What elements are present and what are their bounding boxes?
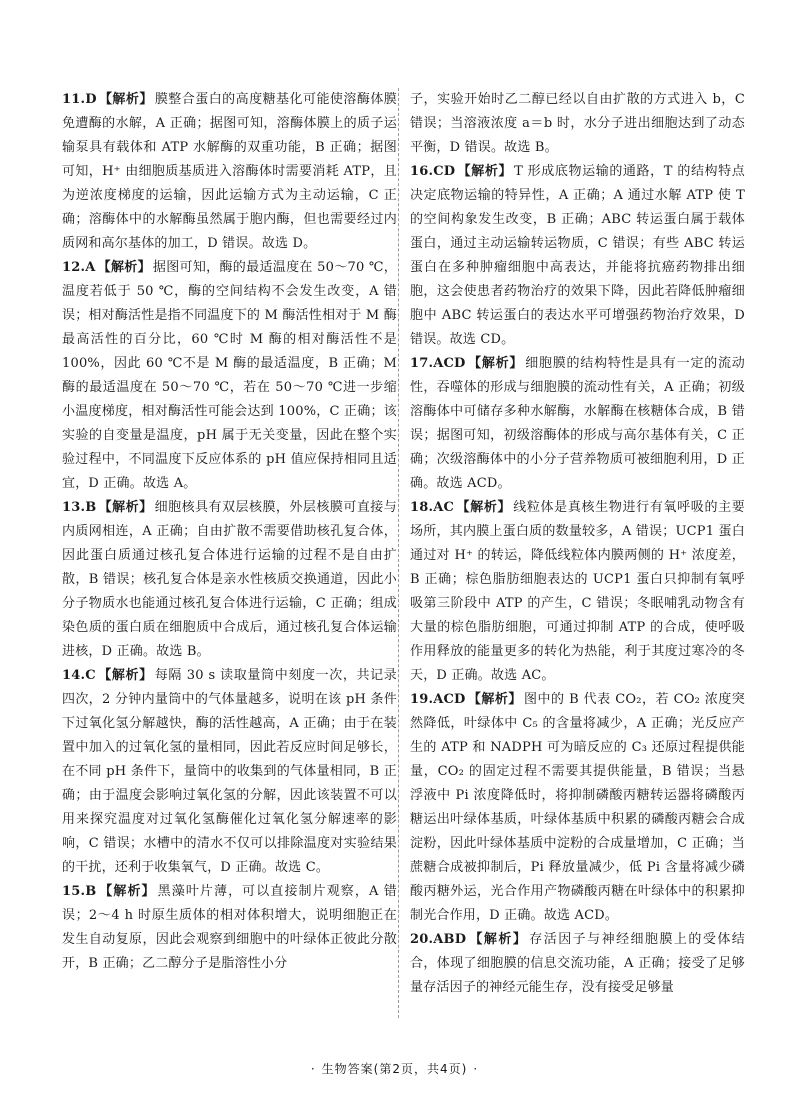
analysis-tag: 【解析】 [467,356,524,371]
answer-text: 黑藻叶片薄，可以直接制片观察，A 错误；2～4 h 时原生质体的相对体积增大，说明细胞正在发生自动复原，因此会观察到细胞中的叶绿体正彼此分散开，B 正确；乙二醇分子是脂溶性小分 [62,884,397,971]
analysis-tag: 【解析】 [467,692,522,707]
answer-text: 存活因子与神经细胞膜上的受体结合，体现了细胞膜的信息交流功能，A 正确；接受了足够量存活因子的神经元能生存，没有接受足够量 [410,932,745,995]
answer-text: 细胞核具有双层核膜，外层核膜可直接与内质网相连，A 正确；自由扩散不需要借助核孔复合体，因此蛋白质通过核孔复合体进行运输的过程不是自由扩散，B 错误；核孔复合体是亲水性核质交换通道，因此小分子物质水也能通过核孔复合体进行运输，C 正确；组成染色质的蛋白质在细胞质中合成后，通过核孔复合体运输进核，D 正确。故选 B。 [62,500,397,659]
answer-number: 16.CD [410,164,456,179]
answer-item [62,880,397,976]
answer-text: 图中的 B 代表 CO₂，若 CO₂ 浓度突然降低，叶绿体中 C₅ 的含量将减少，A 正确；光反应产生的 ATP 和 NADPH 可为暗反应的 C₃ 还原过程提供能量，CO₂ 的固定过程不需要其提供能量，B 错误；当悬浮液中 Pi 浓度降低时，将抑制磷酸丙糖转运器将磷酸丙糖运出叶绿体基质，叶绿体基质中积累的磷酸丙糖会合成淀粉，因此叶绿体基质中淀粉的合成量增加，C 正确；当蔗糖合成被抑制后，Pi 释放量减少，低 Pi 含量将减少磷酸丙糖外运，光合作用产物磷酸丙糖在叶绿体中的积累抑制光合作用，D 正确。故选 ACD。 [410,692,745,923]
answer-text: 每隔 30 s 读取量筒中刻度一次，共记录四次，2 分钟内量筒中的气体量越多，说明在该 pH 条件下过氧化氢分解越快，酶的活性越高，A 正确；由于在装置中加入的过氧化氢的量相同，因此若反应时间足够长，在不同 pH 条件下，量筒中的收集到的气体量相同，B 正确；由于温度会影响过氧化氢的分解，因此该装置不可以用来探究温度对过氧化氢酶催化过氧化氢分解速率的影响，C 错误；水槽中的清水不仅可以排除温度对实验结果的干扰，还利于收集氧气，D 正确。故选 C。 [62,668,397,875]
analysis-tag: 【解析】 [468,932,528,947]
analysis-tag: 【解析】 [456,500,512,515]
left-column [62,88,397,976]
answer-number: 18.AC [410,500,455,515]
column-divider [398,88,399,1018]
answer-item [62,256,397,496]
answer-number: 12.A [62,260,96,275]
answer-text: 膜整合蛋白的高度糖基化可能使溶酶体膜免遭酶的水解，A 正确；据图可知，溶酶体膜上的质子运输泵具有载体和 ATP 水解酶的双重功能，B 正确；据图可知，H⁺ 由细胞质基质进入溶酶体时需要消耗 ATP，且为逆浓度梯度的运输，因此运输方式为主动运输，C 正确；溶酶体中的水解酶虽然属于胞内酶，但也需要经过内质网和高尔基体的加工，D 错误。故选 D。 [62,92,397,251]
footer-bullet: · [473,1062,479,1076]
right-column [410,88,745,1000]
answer-number: 14.C [62,668,96,683]
page-footer [0,1060,789,1077]
answer-number: 20.ABD [410,932,467,947]
answer-number: 15.B [62,884,97,899]
continued-text: 子，实验开始时乙二醇已经以自由扩散的方式进入 b，C 错误；当溶液浓度 a＝b 时，水分子进出细胞达到了动态平衡，D 错误。故选 B。 [410,92,745,155]
answer-number: 17.ACD [410,356,466,371]
answer-item [62,88,397,256]
answer-text: 线粒体是真核生物进行有氧呼吸的主要场所，其内膜上蛋白质的数量较多，A 错误；UCP1 蛋白通过对 H⁺ 的转运，降低线粒体内膜两侧的 H⁺ 浓度差，B 正确；棕色脂肪细胞表达的 UCP1 蛋白只抑制有氧呼吸第三阶段中 ATP 的产生，C 错误；冬眠哺乳动物含有大量的棕色脂肪细胞，可通过抑制 ATP 的合成，使呼吸作用释放的能量更多的转化为热能，利于其度过寒冷的冬天，D 正确。故选 AC。 [410,500,745,683]
answer-item [410,160,745,352]
footer-bullet: · [310,1062,316,1076]
answer-item [62,496,397,664]
answer-text: T 形成底物运输的通路，T 的结构特点决定底物运输的特异性，A 正确；A 通过水解 ATP 使 T 的空间构象发生改变，B 正确；ABC 转运蛋白属于载体蛋白，通过主动运输转运物质，C 错误；有些 ABC 转运蛋白在多种肿瘤细胞中高表达，并能将抗癌药物排出细胞，这会使患者药物治疗的效果下降，因此若降低肿瘤细胞中 ABC 转运蛋白的表达水平可增强药物治疗效果，D 错误。故选 CD。 [410,164,745,347]
analysis-tag: 【解析】 [98,500,153,515]
answer-item [410,688,745,928]
footer-text: 生物答案(第2页，共4页) [321,1062,468,1076]
answer-number: 13.B [62,500,97,515]
answer-item [410,496,745,688]
answer-text: 细胞膜的结构特性是具有一定的流动性，吞噬体的形成与细胞膜的流动性有关，A 正确；初级溶酶体中可储存多种水解酶，水解酶在核糖体合成，B 错误；据图可知，初级溶酶体的形成与高尔基体有关，C 正确；次级溶酶体中的小分子营养物质可被细胞利用，D 正确。故选 ACD。 [410,356,745,491]
answer-number: 19.ACD [410,692,466,707]
analysis-tag: 【解析】 [97,260,151,275]
answer-item [62,664,397,880]
answer-item [410,928,745,1000]
answer-number: 11.D [62,92,97,107]
answer-text: 据图可知，酶的最适温度在 50～70 ℃，温度若低于 50 ℃，酶的空间结构不会发生改变，A 错误；相对酶活性是指不同温度下的 M 酶活性相对于 M 酶最高活性的百分比，60 ℃时 M 酶的相对酶活性不是 100%，因此 60 ℃不是 M 酶的最适温度，B 正确；M 酶的最适温度在 50～70 ℃，若在 50～70 ℃进一步缩小温度梯度，相对酶活性可能会达到 100%，C 正确；该实验的自变量是温度，pH 属于无关变量，因此在整个实验过程中，不同温度下反应体系的 pH 值应保持相同且适宜，D 正确。故选 A。 [62,260,397,491]
analysis-tag: 【解析】 [98,92,153,107]
analysis-tag: 【解析】 [457,164,513,179]
analysis-tag: 【解析】 [98,884,156,899]
answer-item [410,352,745,496]
analysis-tag: 【解析】 [97,668,153,683]
